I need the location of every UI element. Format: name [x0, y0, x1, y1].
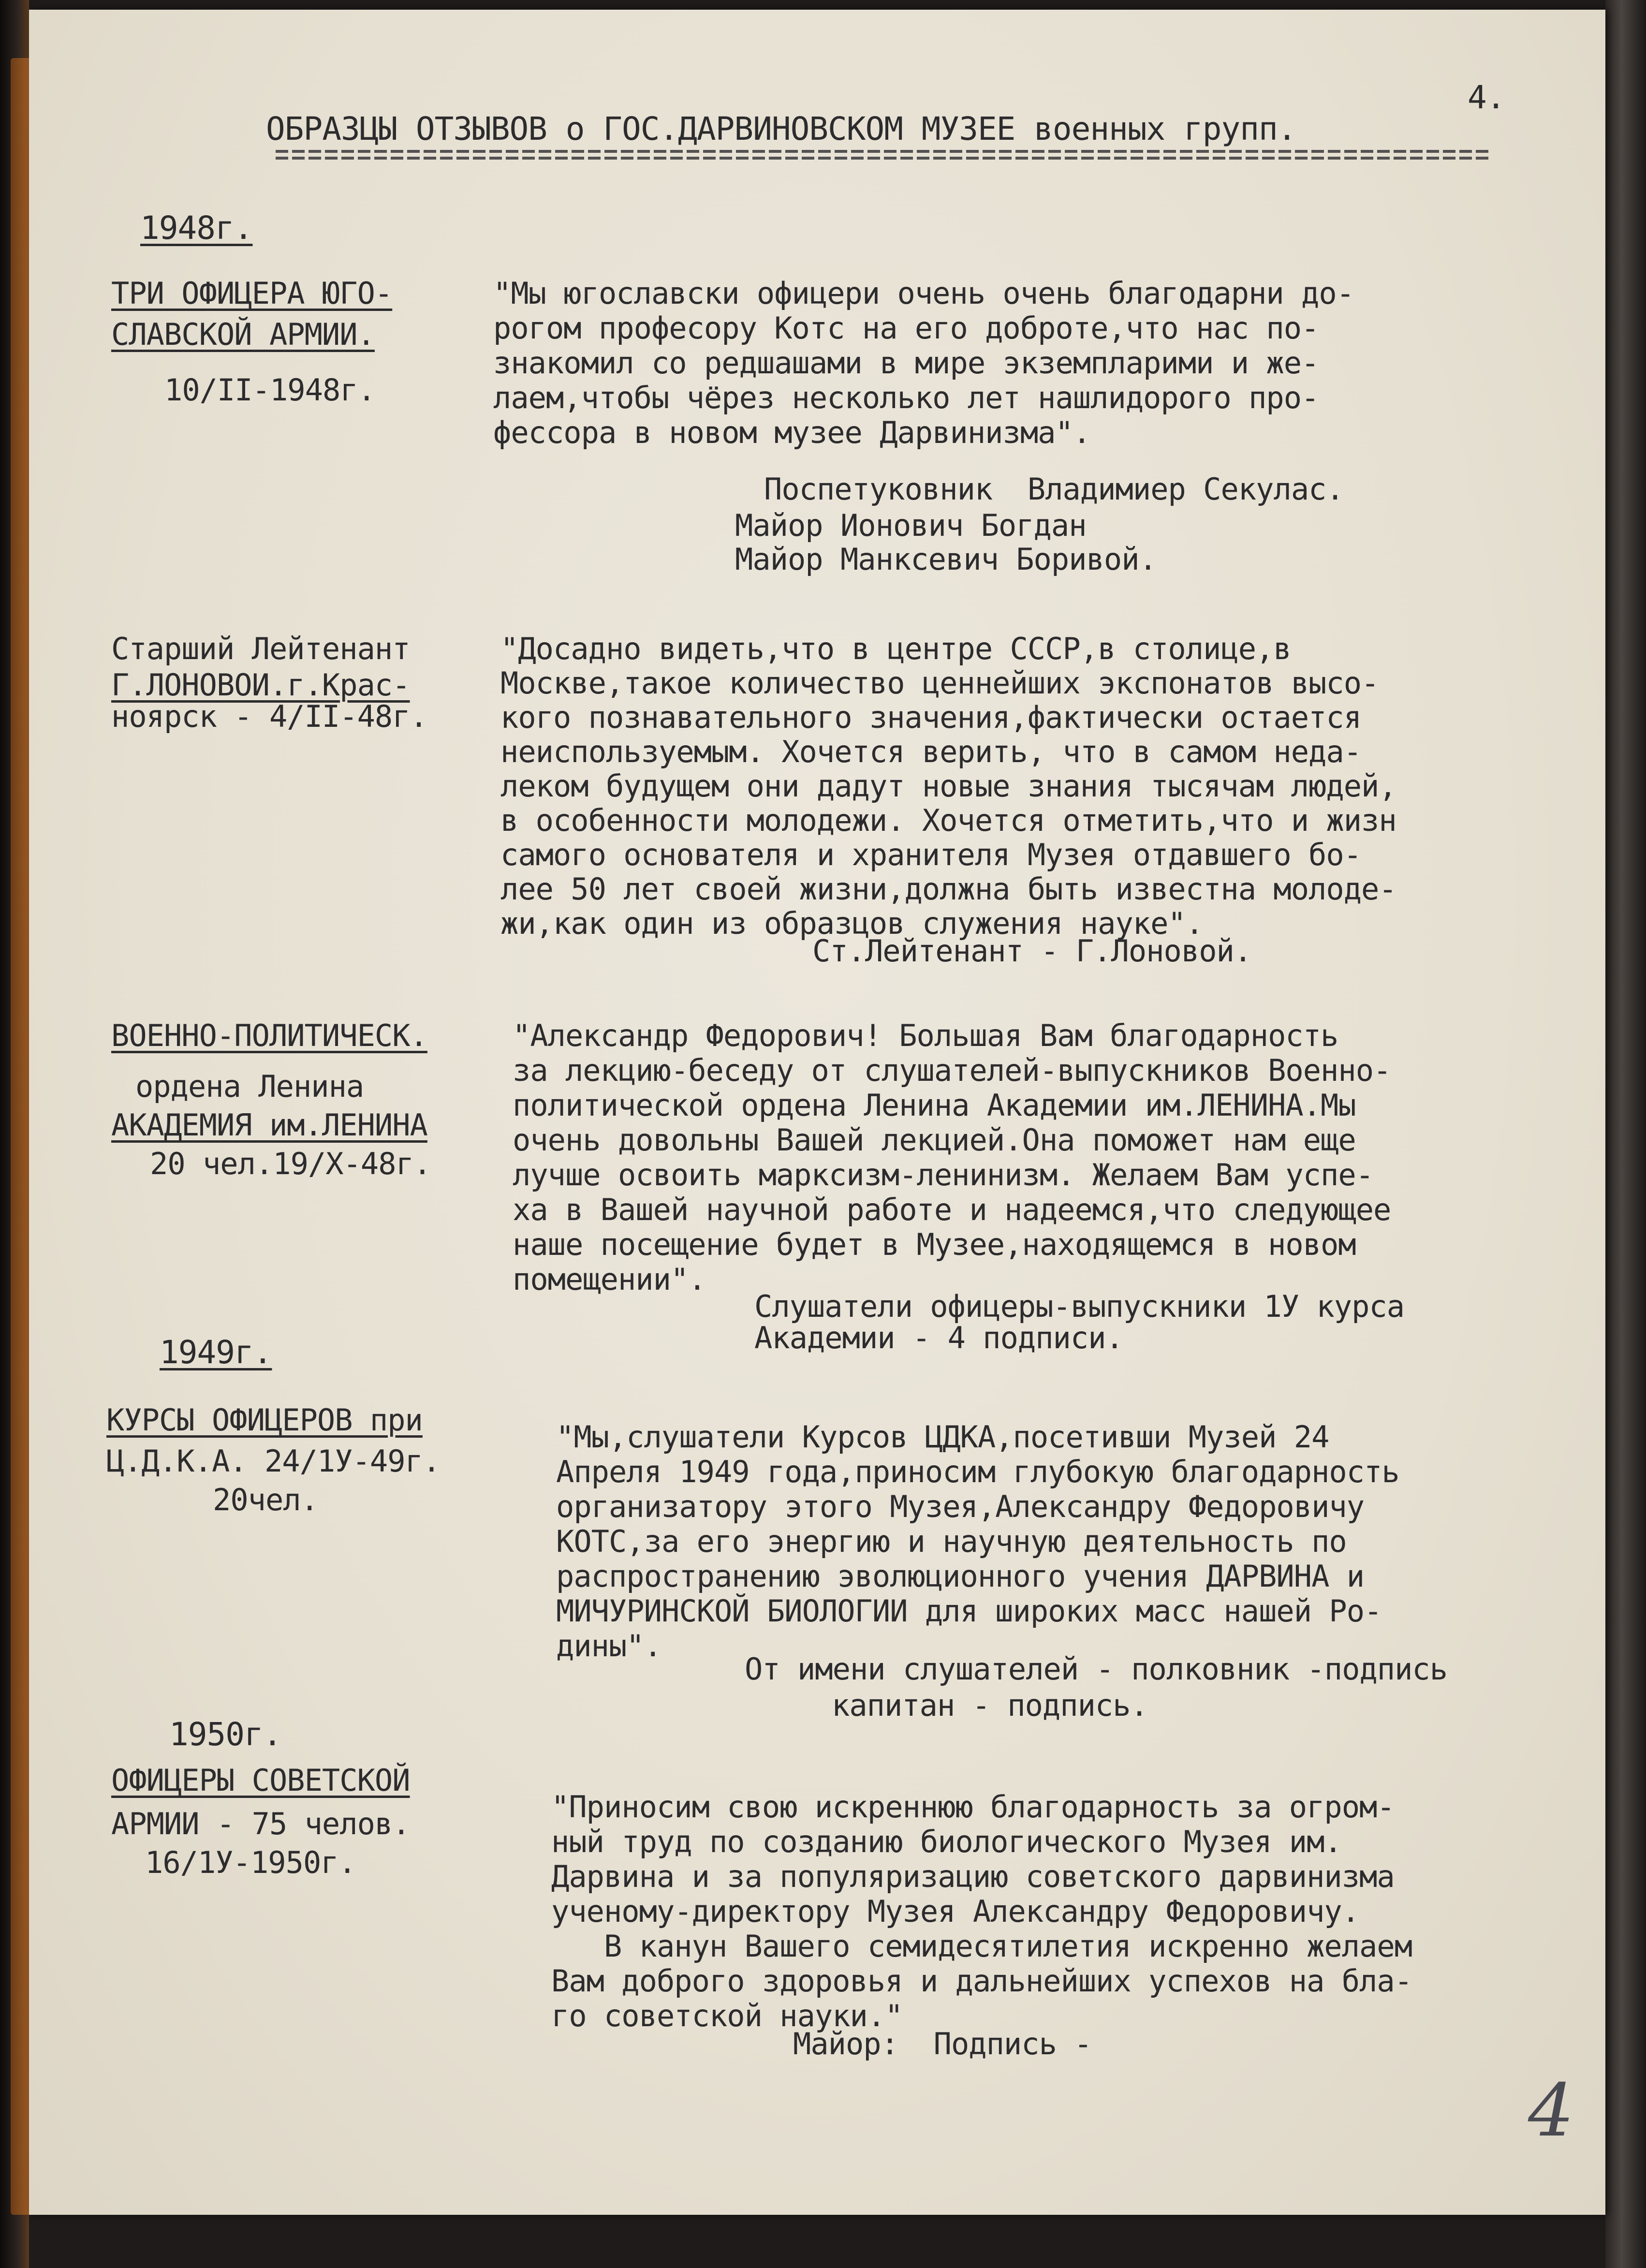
quote-line: неиспользуемым. Хочется верить, что в самом неда- [500, 734, 1362, 769]
quote-line: ученому-директору Музея Александру Федоровичу. [551, 1894, 1360, 1929]
quote-line: фессора в новом музее Дарвинизма". [493, 415, 1091, 450]
quote-line: го советской науки." [551, 1998, 903, 2033]
signature-line: Майор: Подпись - [793, 2026, 1092, 2062]
quote-line: самого основателя и хранителя Музея отдавшего бо- [500, 837, 1362, 872]
quote-line: лаем,чтобы чёрез несколько лет нашлидорого про- [493, 380, 1319, 415]
quote-line: жи,как один из образцов служения науке". [500, 906, 1204, 941]
quote-line: знакомил со редшашами в мире экземпларими и же- [493, 345, 1319, 381]
entry-author-line: ВОЕННО-ПОЛИТИЧЕСК. [111, 1018, 427, 1053]
quote-line: рогом професору Котс на его доброте,что нас по- [493, 310, 1319, 346]
entry-author-line: 20 чел.19/X-48г. [150, 1146, 431, 1181]
quote-line: распространению эволюционного учения ДАРВИНА и [556, 1559, 1365, 1594]
signature-line: капитан - подпись. [832, 1688, 1148, 1723]
quote-line: Дарвина и за популяризацию советского дарвинизма [551, 1859, 1395, 1894]
quote-line: леком будущем они дадут новые знания тысячам людей, [500, 768, 1396, 804]
quote-line: Вам доброго здоровья и дальнейших успехов на бла- [551, 1963, 1412, 1999]
quote-line: за лекцию-беседу от слушателей-выпускников Военно- [513, 1053, 1391, 1088]
year-heading-1949: 1949г. [160, 1334, 272, 1371]
document-title: ОБРАЗЦЫ ОТЗЫВОВ о ГОС.ДАРВИНОВСКОМ МУЗЕЕ военных групп. [266, 110, 1296, 147]
entry-author-line: Г.ЛОНОВОИ.г.Крас- [111, 667, 410, 703]
entry-author-line: 20чел. [213, 1482, 318, 1517]
quote-line: кого познавательного значения,фактически остается [500, 700, 1362, 735]
quote-line: МИЧУРИНСКОЙ БИОЛОГИИ для широких масс нашей Ро- [556, 1593, 1382, 1629]
quote-line: ха в Вашей научной работе и надеемся,что следующее [513, 1192, 1391, 1227]
entry-author-date: 10/II-1948г. [164, 372, 375, 408]
entry-author-line: АРМИИ - 75 челов. [111, 1806, 410, 1841]
signature-line: Поспетуковник Владимиер Секулас. [764, 471, 1344, 507]
quote-line: лее 50 лет своей жизни,должна быть известна молоде- [500, 871, 1396, 907]
quote-line: В канун Вашего семидесятилетия искренно желаем [551, 1929, 1412, 1964]
entry-author-line: СЛАВСКОЙ АРМИИ. [111, 317, 375, 352]
quote-line: Апреля 1949 года,приносим глубокую благодарность [556, 1454, 1399, 1489]
quote-line: "Мы югославски офицери очень очень благодарни до- [493, 276, 1354, 311]
quote-line: очень довольны Вашей лекцией.Она поможет нам еще [513, 1122, 1356, 1158]
entry-author-line: ТРИ ОФИЦЕРА ЮГО- [111, 276, 393, 311]
year-heading-1950: 1950г. [169, 1716, 282, 1753]
title-double-rule [276, 150, 1489, 162]
quote-line: Москве,такое количество ценнейших экспонатов высо- [500, 665, 1379, 701]
quote-line: ный труд по созданию биологического Музея им. [551, 1824, 1342, 1859]
quote-line: помещении". [513, 1262, 706, 1297]
entry-author-line: КУРСЫ ОФИЦЕРОВ при [106, 1402, 423, 1438]
signature-line: Майор Манксевич Боривой. [735, 542, 1157, 577]
entry-author-line: 16/1У-1950г. [145, 1845, 356, 1880]
quote-line: "Приносим свою искреннюю благодарность за огром- [551, 1789, 1395, 1825]
page-number: 4. [1468, 79, 1505, 116]
quote-line: "Досадно видеть,что в центре СССР,в столице,в [500, 631, 1291, 666]
signature-line: От имени слушателей - полковник -подпись [745, 1651, 1448, 1687]
quote-line: наше посещение будет в Музее,находящемся в новом [513, 1227, 1356, 1262]
signature-line: Майор Ионович Богдан [735, 508, 1087, 543]
entry-author-line: ОФИЦЕРЫ СОВЕТСКОЙ [111, 1763, 410, 1798]
quote-line: в особенности молодежи. Хочется отметить,что и жизн [500, 803, 1396, 838]
entry-author-line: ордена Ленина [135, 1069, 364, 1104]
quote-line: лучше освоить марксизм-ленинизм. Желаем Вам успе- [513, 1157, 1374, 1193]
quote-line: дины". [556, 1628, 661, 1664]
handwritten-page-number: 4 [1528, 2069, 1574, 2153]
signature-line: Академии - 4 подписи. [754, 1320, 1123, 1355]
year-heading-1948: 1948г. [140, 209, 253, 247]
signature-line: Слушатели офицеры-выпускники 1У курса [754, 1289, 1405, 1324]
entry-author-line: ноярск - 4/II-48г. [111, 699, 427, 734]
signature-line: Ст.Лейтенант - Г.Лоновой. [812, 933, 1252, 969]
quote-line: политической ордена Ленина Академии им.ЛЕНИНА.Мы [513, 1088, 1356, 1123]
right-background [1605, 0, 1646, 2268]
quote-line: организатору этого Музея,Александру Федоровичу [556, 1489, 1365, 1524]
entry-author-line: АКАДЕМИЯ им.ЛЕНИНА [111, 1107, 427, 1143]
quote-line: "Александр Федорович! Большая Вам благодарность [513, 1018, 1338, 1053]
document-page [29, 10, 1605, 2215]
entry-author-line: Старший Лейтенант [111, 631, 410, 666]
quote-line: "Мы,слушатели Курсов ЦДКА,посетивши Музей 24 [556, 1419, 1329, 1455]
entry-author-line: Ц.Д.К.А. 24/1У-49г. [106, 1443, 441, 1479]
quote-line: КОТС,за его энергию и научную деятельность по [556, 1524, 1347, 1559]
